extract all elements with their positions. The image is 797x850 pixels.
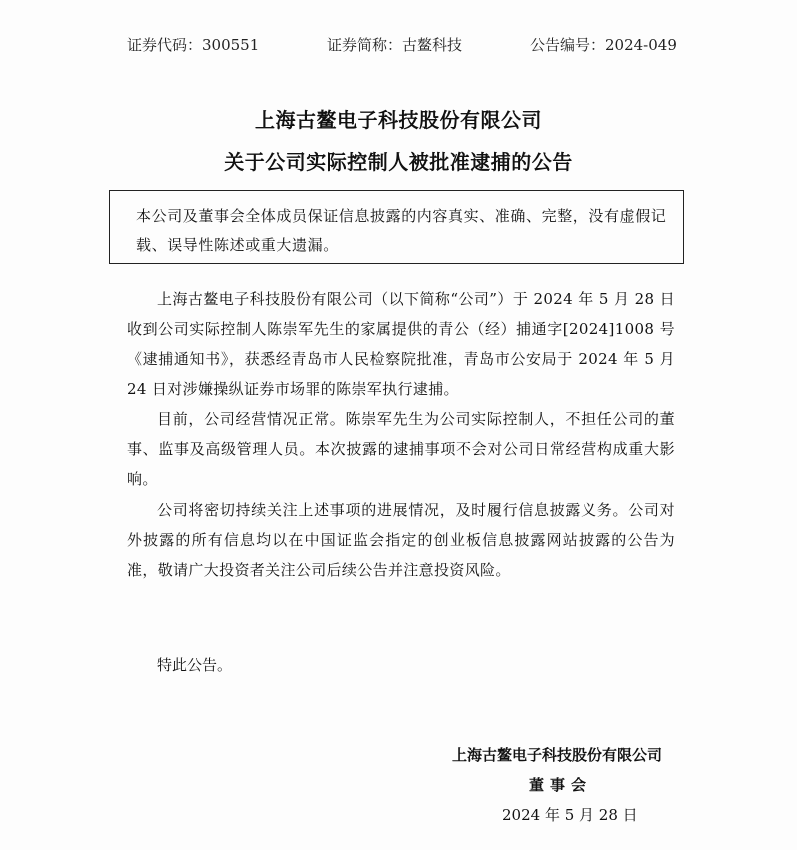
disclosure-notice-box xyxy=(109,190,684,264)
announcement-title: 关于公司实际控制人被批准逮捕的公告 xyxy=(224,150,573,174)
signature-date: 2024 年 5 月 28 日 xyxy=(502,806,638,824)
stock-code: 证券代码：300551 xyxy=(127,36,260,54)
disclosure-notice-text: 本公司及董事会全体成员保证信息披露的内容真实、准确、完整，没有虚假记载、误导性陈述或重大遗漏。 xyxy=(136,207,667,254)
signature-company: 上海古鳌电子科技股份有限公司 xyxy=(452,746,663,764)
document-header xyxy=(0,34,797,58)
stock-abbreviation: 证券简称：古鳌科技 xyxy=(327,36,463,54)
company-title: 上海古鳌电子科技股份有限公司 xyxy=(255,108,542,132)
body-paragraph-1: 上海古鳌电子科技股份有限公司（以下简称“公司”）于 2024 年 5 月 28 日收到公司实际控制人陈崇军先生的家属提供的青公（经）捕通字[2024]1008 号《逮捕通知书》，获悉经青岛市人民检察院批准，青岛市公安局于 2024 年 5 月 24 日对涉嫌操纵证券市场罪的陈崇军执行逮捕。 xyxy=(127,290,675,398)
body-paragraph-2: 目前，公司经营情况正常。陈崇军先生为公司实际控制人，不担任公司的董事、监事及高级管理人员。本次披露的逮捕事项不会对公司日常经营构成重大影响。 xyxy=(127,410,675,488)
announcement-number: 公告编号：2024-049 xyxy=(530,36,677,54)
closing-statement: 特此公告。 xyxy=(157,656,233,674)
body-paragraph-3: 公司将密切持续关注上述事项的进展情况，及时履行信息披露义务。公司对外披露的所有信息均以在中国证监会指定的创业板信息披露网站披露的公告为准，敬请广大投资者关注公司后续公告并注意投资风险。 xyxy=(127,501,675,579)
signature-board: 董事会 xyxy=(529,776,593,794)
